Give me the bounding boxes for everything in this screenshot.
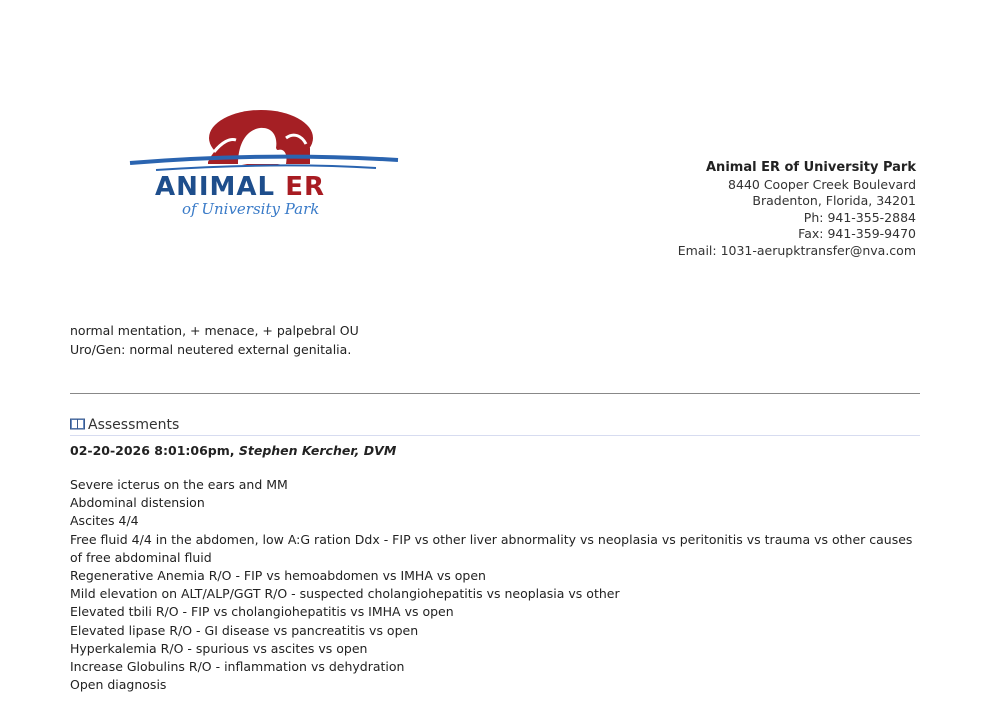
clinic-name: Animal ER of University Park [706,160,916,175]
assessment-item: Abdominal distension [70,495,205,511]
clinic-street: 8440 Cooper Creek Boulevard [728,176,916,192]
exam-line-neuro: normal mentation, + menace, + palpebral OU [70,323,359,338]
assessment-list [70,476,920,694]
logo-subtitle: of University Park [182,200,320,218]
assessment-item: Severe icterus on the ears and MM [70,477,288,492]
clinic-city: Bradenton, Florida, 34201 [752,193,916,208]
assessment-item: Open diagnosis [70,677,167,693]
assessments-heading [70,417,920,436]
entry-doctor: Stephen Kercher, DVM [238,443,397,458]
assessments-title: Assessments [88,417,180,433]
logo-wordmark: ANIMAL ER [155,172,325,202]
assessment-item: Elevated tbili R/O - FIP vs cholangiohepatitis vs IMHA vs open [70,604,454,620]
exam-line-urogen: Uro/Gen: normal neutered external genitalia. [70,342,352,357]
assessment-item: Regenerative Anemia R/O - FIP vs hemoabdomen vs IMHA vs open [70,568,486,584]
assessment-item: Hyperkalemia R/O - spurious vs ascites vs open [70,640,368,656]
assessment-item: Increase Globulins R/O - inflammation vs dehydration [70,659,405,675]
clinic-phone: Ph: 941-355-2884 [803,209,916,225]
clinic-email: Email: 1031-aerupktransfer@nva.com [677,242,916,258]
book-icon [70,418,85,430]
assessment-entry-header [70,443,396,458]
entry-datetime: 02-20-2026 8:01:06pm, [70,443,235,458]
assessment-item: Ascites 4/4 [70,513,139,529]
clinic-fax: Fax: 941-359-9470 [798,226,916,241]
assessment-item: Elevated lipase R/O - GI disease vs pancreatitis vs open [70,622,419,638]
clinic-contact [678,160,916,259]
assessment-item: Free fluid 4/4 in the abdomen, low A:G ration Ddx - FIP vs other liver abnormality vs neoplasia vs peritonitis vs trauma vs other causes of free abdominal fluid [70,531,913,565]
section-divider [70,393,920,394]
assessment-item: Mild elevation on ALT/ALP/GGT R/O - suspected cholangiohepatitis vs neoplasia vs other [70,586,620,602]
